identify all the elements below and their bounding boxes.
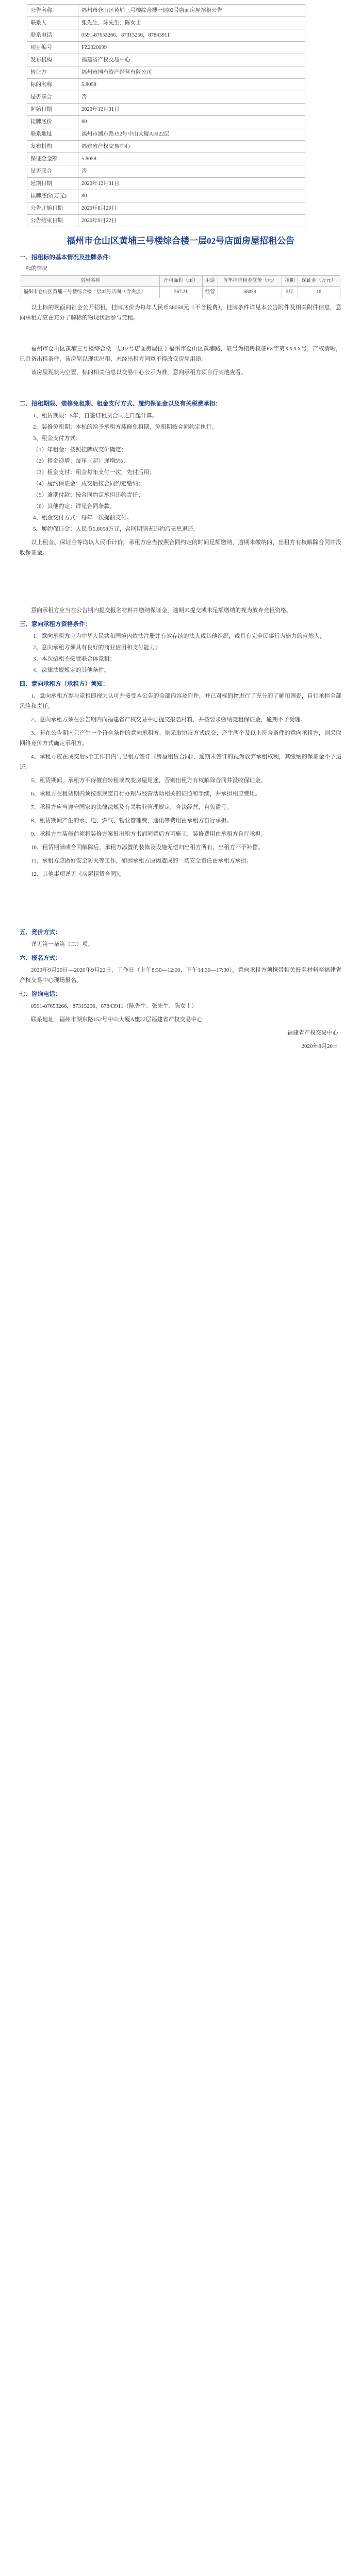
section-5-text: 详见第一条第（二）项。 [31,941,93,947]
info-value: 2020年9月22日 [78,215,305,227]
notice-paragraph: 10、租赁期满或合同解除后，承租方添置的装修及设施无偿归出租方所有，出租方不予补偿。 [31,844,264,851]
info-row [27,79,305,91]
asset-cell: 经营 [202,287,218,298]
notice-paragraph: 11、承租方应做好安全防火等工作，如因承租方原因造成的一切安全责任由承租方承担。 [31,858,252,864]
section-6-heading: 六、报名方式： [20,955,61,961]
term-line: 3、租金支付方式： [33,435,81,442]
section-3-list [10,631,351,675]
section-4-list [10,691,351,879]
section-3-heading: 三、意向承租方资格条件： [20,621,91,628]
term-line: （1）年租金：按照挂牌成交价确定； [33,447,127,453]
section-6-text: 2020年9月20日—2020年9月22日，工作日（上午8:30—12:00，下午14:30—17:30），意向承租方须携带相关报名材料至福建省产权交易中心现场报名。 [20,967,341,984]
notice-paragraph: 2、意向承租方须在公告期内向福建省产权交易中心提交报名材料，并按要求缴纳竞租保证金，逾期不予受理。 [31,717,306,723]
intro-paragraph-1: 以上标的现面向社会公开招租，挂牌底价为每年人民币58058元（不含税费），挂牌条件详见本公告附件及相关附件信息，意向承租方应在充分了解标的物现状后参与竞租。 [20,304,341,321]
info-row [27,17,305,29]
info-value: 2020年12月31日 [78,178,305,190]
info-key: 项目编号 [27,42,78,54]
info-value: 80 [78,116,305,128]
asset-table [21,275,340,298]
info-value: 否 [78,91,305,104]
asset-cell: 10 [298,287,340,298]
info-value: 否 [78,165,305,178]
info-row [27,66,305,79]
section-7-text: 0591-87653266，87315256，87843911（陈先生、张先生、陈女士） [31,1003,198,1009]
info-value: 0591-87653266，87315256，87843911 [78,29,305,42]
notice-paragraph: 6、承租方在租赁期内须按照规定自行办理与经营活动相关的证照和手续，并承担相应费用。 [31,791,261,797]
asset-cell: 567.21 [160,287,202,298]
qualification-line: 2、意向承租方须具有良好的商业信用和支付能力； [33,645,161,651]
document-page [10,0,351,1052]
mid-paragraph: 意向承租方应当在公告期内提交报名材料并缴纳保证金，逾期未提交或未足额缴纳的视为放弃竞租资格。 [31,607,292,614]
info-value: 80 [78,190,305,202]
info-key: 转让方 [27,66,78,79]
term-line: （3）租金支付：租金每年支付一次，先付后用； [33,469,155,476]
asset-header-cell: 房屋名称 [21,276,160,287]
section-7-heading: 七、咨询电话： [20,991,61,997]
qualification-line: 3、本次招租不接受联合体竞租； [33,656,116,662]
signature-date: 2020年8月20日 [301,1043,338,1049]
info-row [27,91,305,104]
info-value: 福建省产权交易中心 [78,141,305,153]
notice-paragraph: 1、意向承租方参与竞租即视为认可并接受本公告的全部内容及附件，并已对标的物进行了充分的了解和调查，自行承担全部风险和责任。 [20,693,341,709]
info-key: 挂牌底价(万元) [27,190,78,202]
info-key: 公告结束日期 [27,215,78,227]
info-table [27,4,305,227]
page-title: 福州市仓山区黄埔三号楼综合楼一层02号店面房屋招租公告 [67,236,294,246]
term-line: （6）其他约定：详见合同条款。 [33,503,116,510]
asset-header-cell: 用途 [202,276,218,287]
info-key: 发布机构 [27,54,78,66]
info-key: 发布机构 [27,141,78,153]
info-value: 张先生，陈先生，陈女士 [78,17,305,29]
qualification-line: 4、法律法规规定的其他条件。 [33,667,110,673]
intro-paragraph-3: 该房屋现状为空置，标的相关信息以交易中心公示为准，意向承租方须自行实地查看。 [31,369,247,376]
info-key: 联系电话 [27,29,78,42]
info-key: 公告开始日期 [27,202,78,215]
section-7-address: 联系地址：福州市湖东路152号中山大厦A座22层福建省产权交易中心 [31,1016,203,1023]
info-key: 标的名称 [27,79,78,91]
info-row [27,153,305,165]
term-line: 2、装修免租期：本标的给予承租方装修免租期，免租期按合同约定执行。 [33,424,218,430]
term-line: 5、履约保证金：人民币5.8058万元，合同期满无违约后无息退还。 [33,526,199,532]
term-line: 1、租赁期限：5年，自签订租赁合同之日起计算。 [33,413,158,419]
info-value: FZ2020099 [78,42,305,54]
info-value: 5.8058 [78,153,305,165]
info-value: 2020年8月20日 [78,202,305,215]
info-row [27,165,305,178]
section-4-heading: 四、意向承租方（承租方）须知： [20,681,109,687]
info-value: 5.8058 [78,79,305,91]
info-key: 公告名称 [27,5,78,17]
info-key: 联系人 [27,17,78,29]
notice-paragraph: 7、承租方应当遵守国家的法律法规及有关物业管理规定，合法经营，自负盈亏。 [31,804,233,810]
info-row [27,54,305,66]
info-key: 是否联合 [27,91,78,104]
info-key: 延期日期 [27,178,78,190]
asset-cell: 5年 [282,287,298,298]
section-2-heading: 二、招租期限、装修免租期、租金支付方式、履约保证金以及有关税费承担： [20,401,221,407]
section-1-heading: 一、招租标的基本情况及挂牌条件： [20,255,114,261]
info-row [27,42,305,54]
qualification-line: 1、意向承租方应为中华人民共和国境内依法注册并有效存续的法人或其他组织，或具有完全民事行为能力的自然人； [33,633,325,639]
info-row [27,202,305,215]
info-row [27,190,305,202]
info-row [27,104,305,116]
notice-paragraph: 3、若在公告期内只产生一个符合条件的意向承租方，则采取协议方式成交；产生两个及以上符合条件的意向承租方，则采取网络竞价方式确定承租方。 [20,730,341,747]
info-value: 福建省产权交易中心 [78,54,305,66]
intro-paragraph-2: 福州市仓山区黄埔三号楼综合楼一层02号店面房屋位于福州市仓山区黄埔路，证号为榕房权证FZ字第XXXX号，产权清晰，已具备出租条件，该房屋以现状出租，未经出租方同意不得改变房屋用途。 [20,346,341,362]
notice-paragraph: 12、其他事项详见《房屋租赁合同》。 [31,871,125,877]
info-value: 2020年12月31日 [78,104,305,116]
notice-paragraph: 8、租赁期间产生的水、电、燃气、物业管理费、通讯等费用由承租方自行承担。 [31,818,233,824]
info-key: 联系地址 [27,128,78,141]
info-row [27,128,305,141]
section-2-paragraph: 以上租金、保证金等均以人民币计价，承租方应当按照合同约定的时间足额缴纳，逾期未缴纳的，出租方有权解除合同并没收保证金。 [20,539,341,556]
asset-cell: 58058 [218,287,282,298]
info-row [27,178,305,190]
notice-paragraph: 4、承租方应在成交后5个工作日内与出租方签订《房屋租赁合同》，逾期未签订的视为放弃承租权利，其缴纳的保证金不予退还。 [20,754,341,770]
term-line: （5）逾期付款：按合同约定承担违约责任； [33,492,144,498]
info-row [27,29,305,42]
asset-header-cell: 计租面积（㎡） [160,276,202,287]
section-1-subheading: 标的情况 [26,266,47,272]
info-value: 福州市国有资产经营有限公司 [78,66,305,79]
info-key: 起始日期 [27,104,78,116]
asset-header-cell: 每年挂牌租金底价（元） [218,276,282,287]
notice-paragraph: 5、租赁期间，承租方不得擅自转租或改变房屋用途，否则出租方有权解除合同并没收保证金。 [31,777,267,784]
term-line: 4、租金交付方式：每年一次提前支付。 [33,515,133,521]
asset-header-cell: 租期 [282,276,298,287]
info-value: 福州市仓山区黄埔三号楼综合楼一层02号店面房屋招租公告 [78,5,305,17]
info-row [27,215,305,227]
signature-org: 福建省产权交易中心 [287,1030,338,1036]
section-5-heading: 五、竞价方式： [20,929,61,936]
asset-header-cell: 保证金（万元） [298,276,340,287]
term-line: （2）租金递增：每年（起）递增5%； [33,458,129,464]
notice-paragraph: 9、承租方在装修前须将装修方案报出租方书面同意后方可施工，装修费用由承租方自行承担。 [31,831,267,837]
info-row [27,141,305,153]
info-key: 挂牌底价 [27,116,78,128]
info-value: 福州市湖东路152号中山大厦A座22层 [78,128,305,141]
terms-list [10,411,351,534]
term-line: （4）履约保证金：成交后按合同约定缴纳； [33,481,144,487]
info-key: 保证金金额 [27,153,78,165]
info-row [27,5,305,17]
info-row [27,116,305,128]
asset-cell: 福州市仓山区黄埔三号楼综合楼一层02号店面（含夹层） [21,287,160,298]
info-key: 是否联合 [27,165,78,178]
